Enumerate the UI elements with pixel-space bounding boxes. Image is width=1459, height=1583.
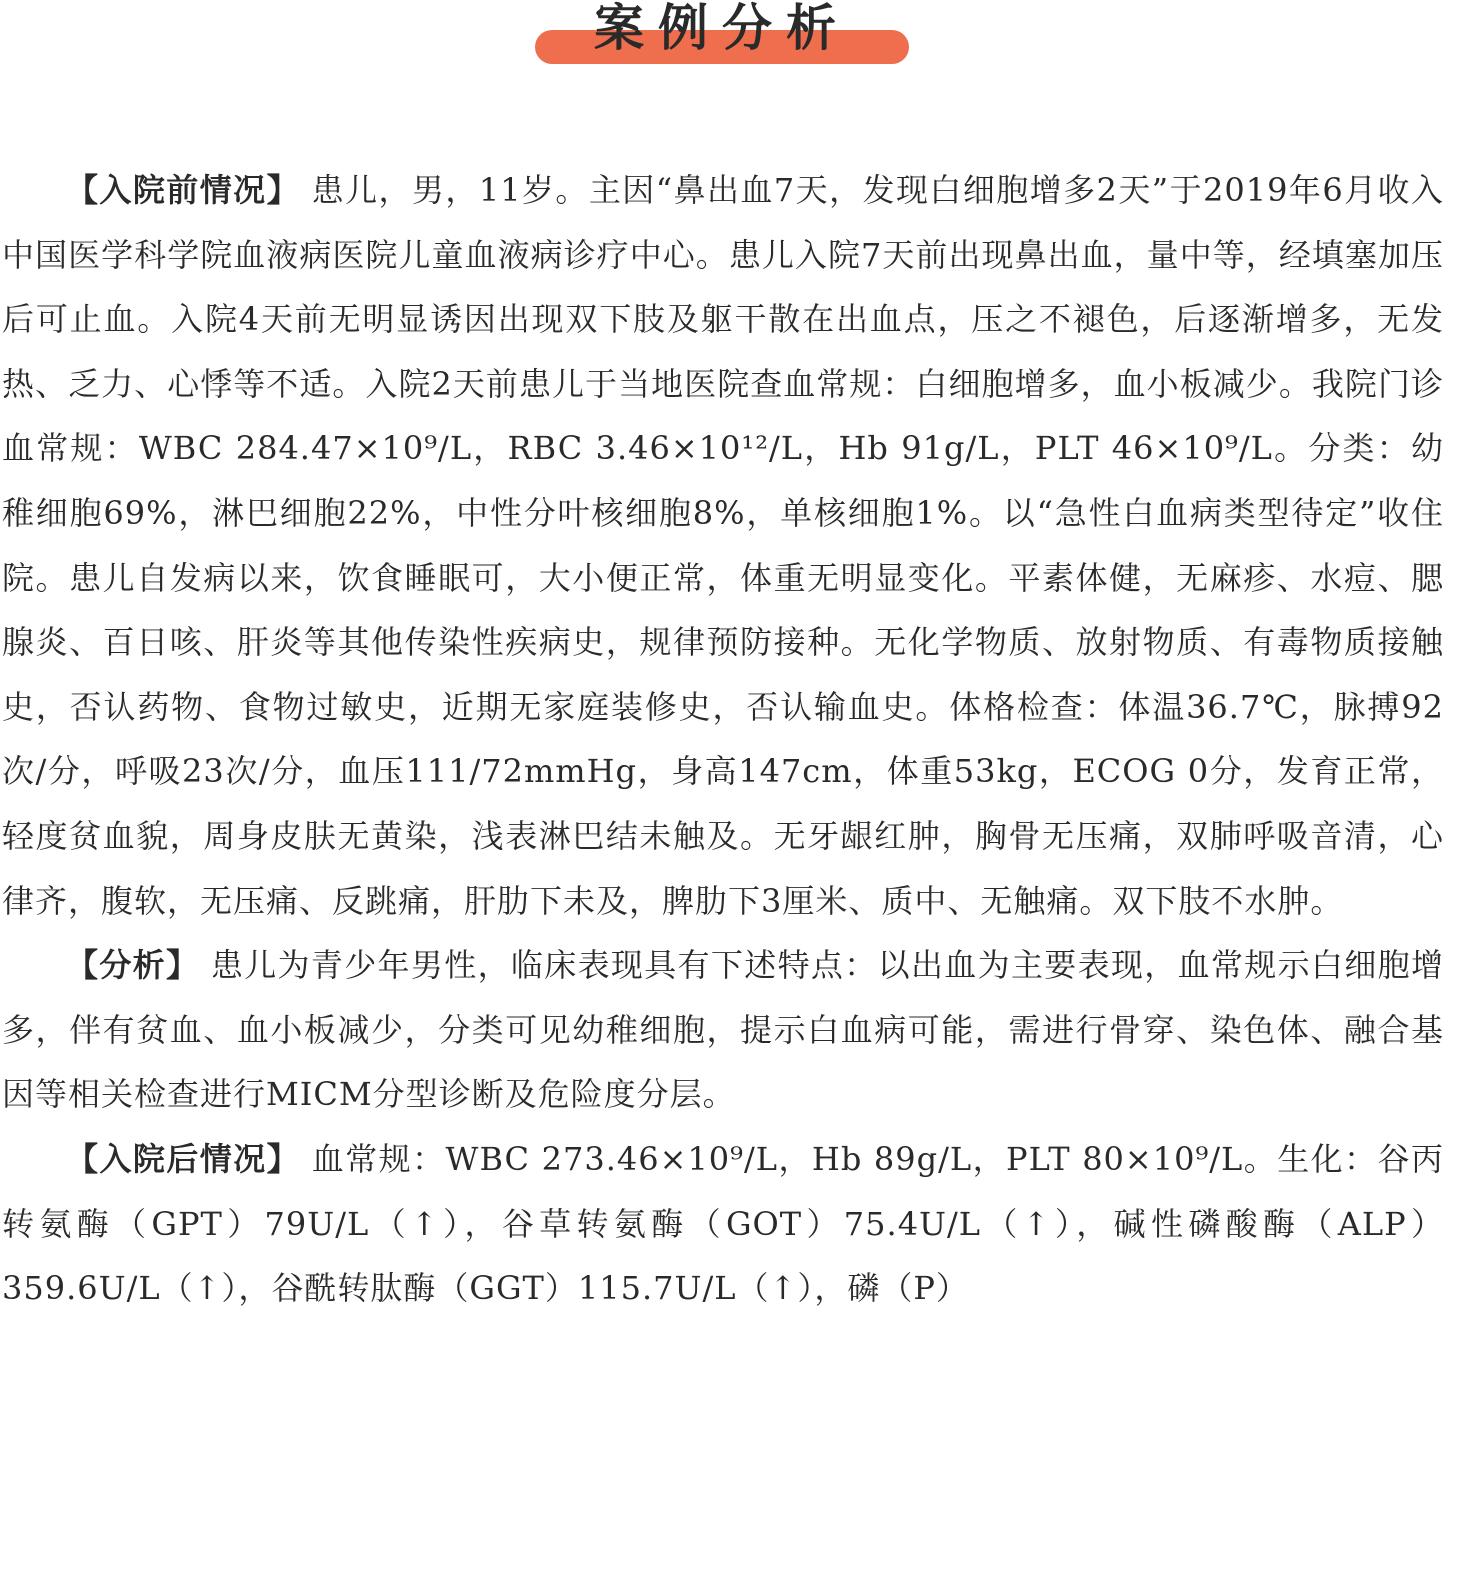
case-content: [2, 158, 1444, 1321]
label-analysis: 【分析】: [66, 946, 200, 985]
section-title: 案例分析: [594, 0, 850, 57]
text-pre-admission: 患儿，男，11岁。主因“鼻出血7天，发现白细胞增多2天”于2019年6月收入中国医学科学院血液病医院儿童血液病诊疗中心。患儿入院7天前出现鼻出血，量中等，经填塞加压后可止血。入院4天前无明显诱因出现双下肢及躯干散在出血点，压之不褪色，后逐渐增多，无发热、乏力、心悸等不适。入院2天前患儿于当地医院查血常规：白细胞增多，血小板减少。我院门诊血常规：WBC 284.47×10⁹/L，RBC 3.46×10¹²/L，Hb 91g/L，PLT 46×10⁹/L。分类：幼稚细胞69%，淋巴细胞22%，中性分叶核细胞8%，单核细胞1%。以“急性白血病类型待定”收住院。患儿自发病以来，饮食睡眠可，大小便正常，体重无明显变化。平素体健，无麻疹、水痘、腮腺炎、百日咳、肝炎等其他传染性疾病史，规律预防接种。无化学物质、放射物质、有毒物质接触史，否认药物、食物过敏史，近期无家庭装修史，否认输血史。体格检查：体温36.7℃，脉搏92次/分，呼吸23次/分，血压111/72mmHg，身高147cm，体重53kg，ECOG 0分，发育正常，轻度贫血貌，周身皮肤无黄染，浅表淋巴结未触及。无牙龈红肿，胸骨无压痛，双肺呼吸音清，心律齐，腹软，无压痛、反跳痛，肝肋下未及，脾肋下3厘米、质中、无触痛。双下肢不水肿。: [2, 171, 1444, 920]
text-post-admission: 血常规：WBC 273.46×10⁹/L，Hb 89g/L，PLT 80×10⁹/L。生化：谷丙转氨酶（GPT）79U/L（↑），谷草转氨酶（GOT）75.4U/L（↑），碱性磷酸酶（ALP）359.6U/L（↑），谷酰转肽酶（GGT）115.7U/L（↑），磷（P）: [2, 1139, 1444, 1308]
section-header: [0, 0, 1459, 80]
paragraph-pre-admission: [2, 158, 1444, 933]
paragraph-post-admission: [2, 1127, 1444, 1321]
label-pre-admission: 【入院前情况】: [66, 171, 301, 209]
text-analysis: 患儿为青少年男性，临床表现具有下述特点：以出血为主要表现，血常规示白细胞增多，伴有贫血、血小板减少，分类可见幼稚细胞，提示白血病可能，需进行骨穿、染色体、融合基因等相关检查进行MICM分型诊断及危险度分层。: [2, 946, 1444, 1114]
paragraph-analysis: [2, 933, 1444, 1127]
label-post-admission: 【入院后情况】: [66, 1139, 301, 1178]
